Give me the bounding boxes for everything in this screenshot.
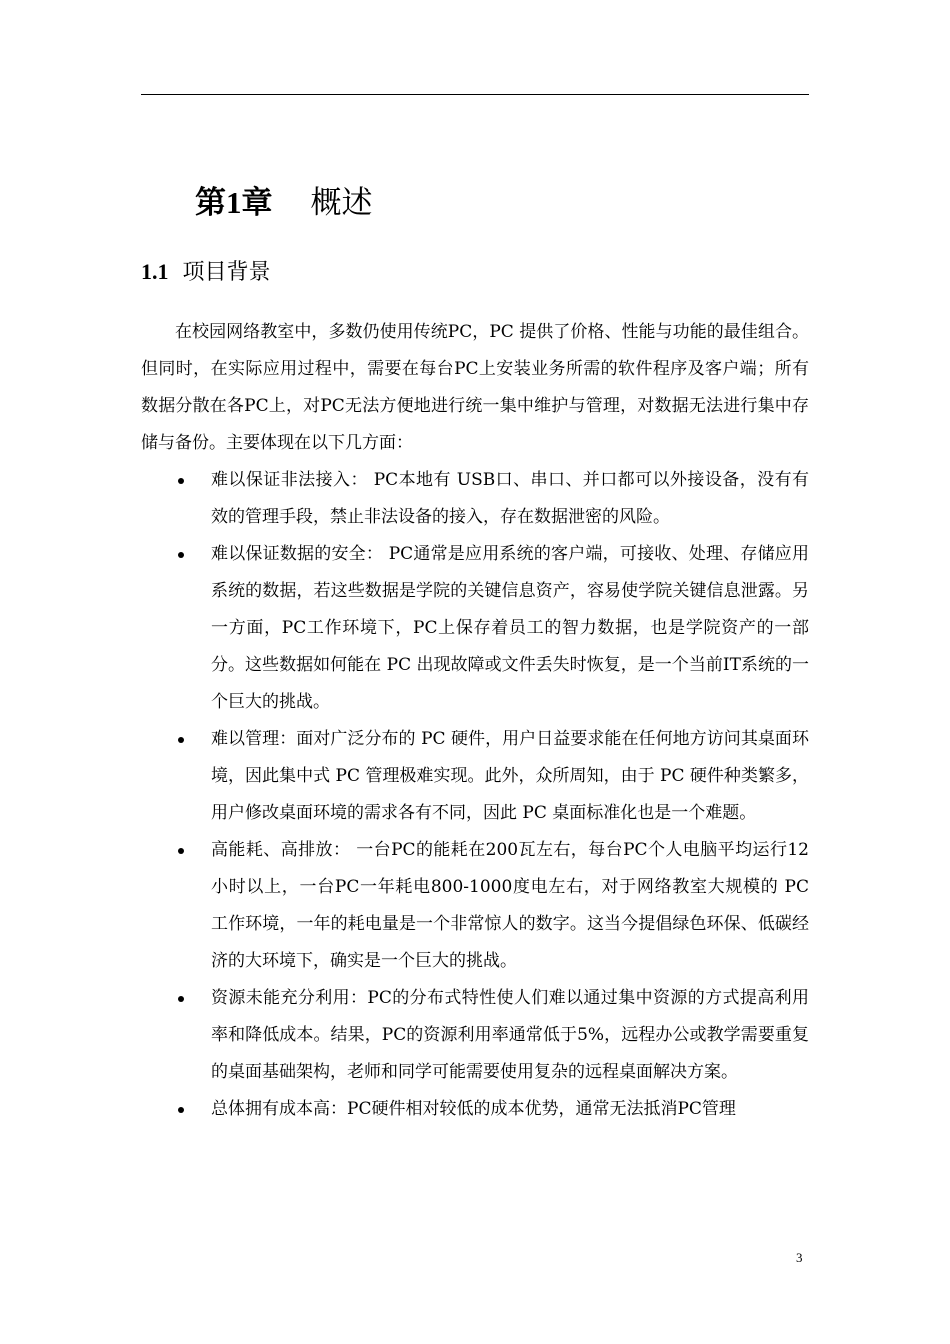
- bullet-item: [141, 462, 809, 536]
- intro-paragraph: 在校园网络教室中，多数仍使用传统PC，PC 提供了价格、性能与功能的最佳组合。但同时，在实际应用过程中，需要在每台PC上安装业务所需的软件程序及客户端；所有数据分散在各PC上，对PC无法方便地进行统一集中维护与管理，对数据无法进行集中存储与备份。主要体现在以下几方面：: [141, 322, 809, 453]
- bullet-item: [141, 536, 809, 721]
- bullet-item: [141, 721, 809, 832]
- bullet-icon: [178, 737, 184, 743]
- chapter-title: [195, 178, 373, 228]
- bullet-text: 难以保证非法接入： PC本地有 USB口、串口、并口都可以外接设备，没有有效的管理手段，禁止非法设备的接入，存在数据泄密的风险。: [211, 470, 809, 527]
- bullet-icon: [178, 996, 184, 1002]
- section-number: 1.1: [141, 259, 169, 284]
- header-rule: [141, 94, 809, 95]
- body-text: [141, 314, 809, 1128]
- bullet-text: 资源未能充分利用：PC的分布式特性使人们难以通过集中资源的方式提高利用率和降低成本。结果，PC的资源利用率通常低于5%，远程办公或教学需要重复的桌面基础架构，老师和同学可能需要使用复杂的远程桌面解决方案。: [211, 988, 809, 1082]
- section-heading: [141, 252, 271, 293]
- chapter-number: 第1章: [195, 185, 273, 220]
- chapter-name: 概述: [310, 185, 373, 221]
- bullet-text: 总体拥有成本高：PC硬件相对较低的成本优势，通常无法抵消PC管理: [211, 1099, 736, 1119]
- bullet-icon: [178, 1107, 184, 1113]
- section-title: 项目背景: [182, 260, 271, 285]
- bullet-list: [141, 462, 809, 1128]
- bullet-icon: [178, 848, 184, 854]
- bullet-text: 高能耗、高排放： 一台PC的能耗在200瓦左右，每台PC个人电脑平均运行12小时以上，一台PC一年耗电800-1000度电左右，对于网络教室大规模的 PC 工作环境，一年的耗电量是一个非常惊人的数字。这当今提倡绿色环保、低碳经济的大环境下，确实是一个巨大的挑战。: [211, 840, 809, 971]
- bullet-item: [141, 980, 809, 1091]
- bullet-text: 难以管理：面对广泛分布的 PC 硬件，用户日益要求能在任何地方访问其桌面环境，因此集中式 PC 管理极难实现。此外，众所周知，由于 PC 硬件种类繁多，用户修改桌面环境的需求各有不同，因此 PC 桌面标准化也是一个难题。: [211, 729, 809, 823]
- bullet-item: [141, 1091, 809, 1128]
- page-number: 3: [796, 1250, 803, 1265]
- bullet-icon: [178, 478, 184, 484]
- bullet-icon: [178, 552, 184, 558]
- bullet-item: [141, 832, 809, 980]
- bullet-text: 难以保证数据的安全： PC通常是应用系统的客户端，可接收、处理、存储应用系统的数据，若这些数据是学院的关键信息资产，容易使学院关键信息泄露。另一方面，PC工作环境下，PC上保存着员工的智力数据，也是学院资产的一部分。这些数据如何能在 PC 出现故障或文件丢失时恢复，是一个当前IT系统的一个巨大的挑战。: [211, 544, 809, 712]
